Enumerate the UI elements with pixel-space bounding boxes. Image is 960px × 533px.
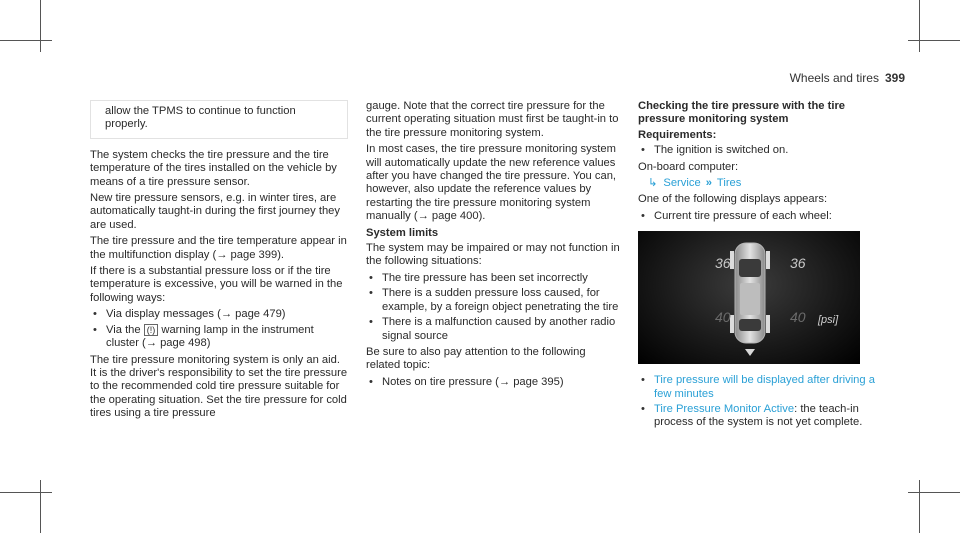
- display-list: [638, 210, 878, 223]
- paragraph: In most cases, the tire pressure monitoring system will automatically update the new reference values after you have changed the tire pressure. You can, however, also update the reference values by restarting the tire pressure monitoring system manually (→ page 400).: [366, 143, 617, 223]
- list-text: warning lamp in the instrument cluster (→ page 498): [106, 323, 314, 350]
- list-item[interactable]: • Notes on tire pressure (→ page 395): [366, 376, 622, 389]
- double-chevron-icon: »: [705, 177, 712, 190]
- pressure-rear-right: 40: [790, 309, 806, 326]
- pressure-rear-left: 40: [715, 309, 731, 326]
- list-item: • The ignition is switched on.: [638, 144, 878, 157]
- requirements-heading: Requirements:: [638, 128, 717, 141]
- list-item: [90, 324, 348, 351]
- section-heading: Checking the tire pressure with the tire pressure monitoring system: [638, 100, 846, 126]
- list-item: • Tire pressure will be displayed after driving a few minutes: [638, 374, 878, 401]
- menu-service[interactable]: Service: [663, 177, 701, 190]
- list-item: • The tire pressure has been set incorrectly: [366, 272, 622, 285]
- menu-path: [648, 177, 878, 190]
- pressure-front-left: 36: [715, 255, 731, 272]
- warning-list: [90, 308, 348, 350]
- list-item: • There is a malfunction caused by another radio signal source: [366, 316, 622, 343]
- tire-pressure-warning-icon: (!): [144, 324, 159, 336]
- page-header: [790, 72, 905, 85]
- list-text: Via the: [106, 323, 141, 336]
- paragraph: The system checks the tire pressure and the tire temperature of the tires installed on the vehicle by means of a tire pressure sensor.: [90, 148, 337, 188]
- paragraph: Be sure to also pay attention to the following related topic:: [366, 345, 586, 372]
- paragraph: The system may be impaired or may not function in the following situations:: [366, 242, 620, 268]
- message-name: Tire Pressure Monitor Active: [654, 403, 795, 416]
- note-box: [90, 100, 348, 139]
- paragraph: gauge. Note that the correct tire pressure for the current operating situation must first be taught-in to the tire pressure monitoring system.: [366, 100, 619, 139]
- section-heading: System limits: [366, 226, 439, 239]
- page-number: 399: [884, 71, 905, 85]
- left-column: [90, 100, 348, 424]
- submenu-arrow-icon: ↳: [648, 177, 658, 190]
- list-item: • There is a sudden pressure loss caused, for example, by a foreign object penetrating the tire: [366, 287, 622, 314]
- paragraph: One of the following displays appears:: [638, 193, 828, 206]
- car-top-view-icon: [638, 231, 860, 364]
- note-text: allow the TPMS to continue to function properly.: [105, 105, 296, 131]
- list-item: • Current tire pressure of each wheel:: [638, 210, 878, 223]
- section-title: Wheels and tires: [789, 71, 879, 85]
- crop-mark: [40, 0, 41, 52]
- paragraph: The tire pressure monitoring system is only an aid. It is the driver's responsibility to set the tire pressure to the recommended cold tire pressure suitable for the operating situation. Set the tire pressure for cold tires using a tire pressure: [90, 353, 348, 420]
- paragraph: If there is a substantial pressure loss or if the tire temperature is excessive, you will be warned in the following ways:: [90, 265, 343, 304]
- pressure-front-right: 36: [790, 255, 806, 272]
- related-list: [366, 376, 622, 389]
- list-item: [638, 403, 878, 430]
- menu-tires[interactable]: Tires: [716, 177, 742, 190]
- crop-mark: [919, 480, 920, 533]
- middle-column: [366, 100, 622, 392]
- message-list: [638, 374, 878, 430]
- paragraph: New tire pressure sensors, e.g. in winter tires, are automatically taught-in during the first journey they are used.: [90, 192, 340, 231]
- requirements-list: [638, 144, 878, 157]
- paragraph: The tire pressure and the tire temperature appear in the multifunction display (→ page 399).: [90, 235, 347, 261]
- crop-mark: [908, 40, 960, 41]
- crop-mark: [0, 40, 52, 41]
- crop-mark: [919, 0, 920, 52]
- pressure-unit: [psi]: [818, 314, 839, 327]
- crop-mark: [40, 480, 41, 533]
- crop-mark: [908, 492, 960, 493]
- tire-pressure-display: [638, 231, 860, 364]
- crop-mark: [0, 492, 52, 493]
- list-item: • Via display messages (→ page 479): [90, 308, 348, 321]
- limits-list: [366, 272, 622, 343]
- onboard-label: On-board computer:: [638, 160, 739, 173]
- message-text: : the teach-in process of the system is not yet complete.: [654, 403, 863, 429]
- right-column: [638, 100, 878, 433]
